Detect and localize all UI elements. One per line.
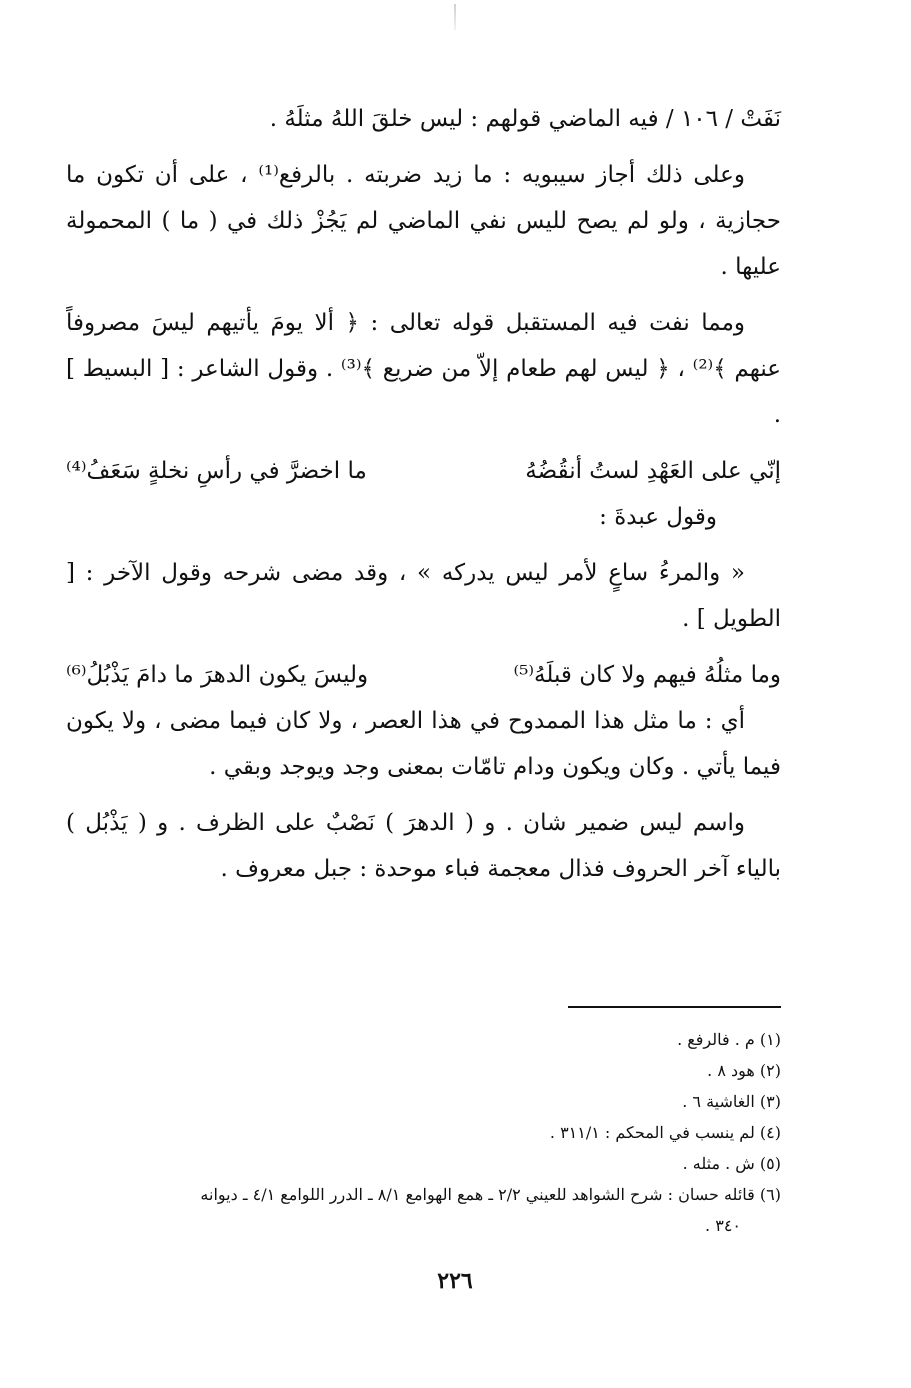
verse-1 (66, 448, 781, 494)
footnote-5: (٥) ش . مثله . (682, 1154, 781, 1173)
verse-2 (66, 652, 781, 698)
footnote-1: (١) م . فالرفع . (677, 1030, 781, 1049)
paragraph-1: نَفَتْ / ١٠٦ / فيه الماضي قولهم : ليس خلقَ اللهُ مثلَهُ . (269, 106, 781, 132)
paragraph-3: ومما نفت فيه المستقبل قوله تعالى : ﴿ ألا يومَ يأتيهم ليسَ مصروفاً عنهم ﴾⁽²⁾ ، ﴿ ليس لهم طعام إلاّ من ضريع ﴾⁽³⁾ . وقول الشاعر : [ البسيط ] . (66, 310, 781, 428)
paragraph-5: « والمرءُ ساعٍ لأمر ليس يدركه » ، وقد مضى شرحه وقول الآخر : [ الطويل ] . (66, 560, 781, 632)
page-number: ٢٢٦ (437, 1268, 473, 1294)
verse-1-first-hemistich: إنّي على العَهْدِ لستُ أنقُضُهُ (525, 458, 781, 484)
paragraph-2: وعلى ذلك أجاز سيبويه : ما زيد ضربته . بالرفع⁽¹⁾ ، على أن تكون ما حجازية ، ولو لم يصح لليس نفي الماضي لم يَجُزْ ذلك في ( ما ) المحمولة عليها . (66, 162, 781, 280)
verse-1-second-hemistich: ما اخضرَّ في رأسِ نخلةٍ سَعَفُ⁽⁴⁾ (66, 458, 367, 484)
main-text (66, 96, 781, 902)
footnote-4: (٤) لم ينسب في المحكم : ٣١١/١ . (549, 1123, 781, 1142)
verse-2-first-hemistich: وما مثلُهُ فيهم ولا كان قبلَهُ⁽⁵⁾ (513, 662, 781, 688)
scan-artifact-line (454, 4, 456, 30)
footnote-6-continuation: ٣٤٠ . (705, 1216, 741, 1235)
footnote-3: (٣) الغاشية ٦ . (682, 1092, 781, 1111)
footnote-6: (٦) قائله حسان : شرح الشواهد للعيني ٢/٢ ـ همع الهوامع ٨/١ ـ الدرر اللوامع ٤/١ ـ ديوانه (200, 1185, 781, 1204)
verse-2-second-hemistich: وليسَ يكون الدهرَ ما دامَ يَذْبُلُ⁽⁶⁾ (66, 662, 369, 688)
paragraph-7: واسم ليس ضمير شان . و ( الدهرَ ) نَصْبٌ على الظرف . و ( يَذْبُل ) بالياء آخر الحروف فذال معجمة فباء موحدة : جبل معروف . (66, 810, 781, 882)
footnote-divider (568, 1006, 781, 1008)
paragraph-6: أي : ما مثل هذا الممدوح في هذا العصر ، ولا كان فيما مضى ، ولا يكون فيما يأتي . وكان ويكون ودام تامّات بمعنى وجد ويوجد وبقي . (66, 708, 781, 780)
footnote-2: (٢) هود ٨ . (707, 1061, 781, 1080)
paragraph-4: وقول عبدةَ : (599, 504, 717, 530)
footnotes (66, 1024, 781, 1241)
